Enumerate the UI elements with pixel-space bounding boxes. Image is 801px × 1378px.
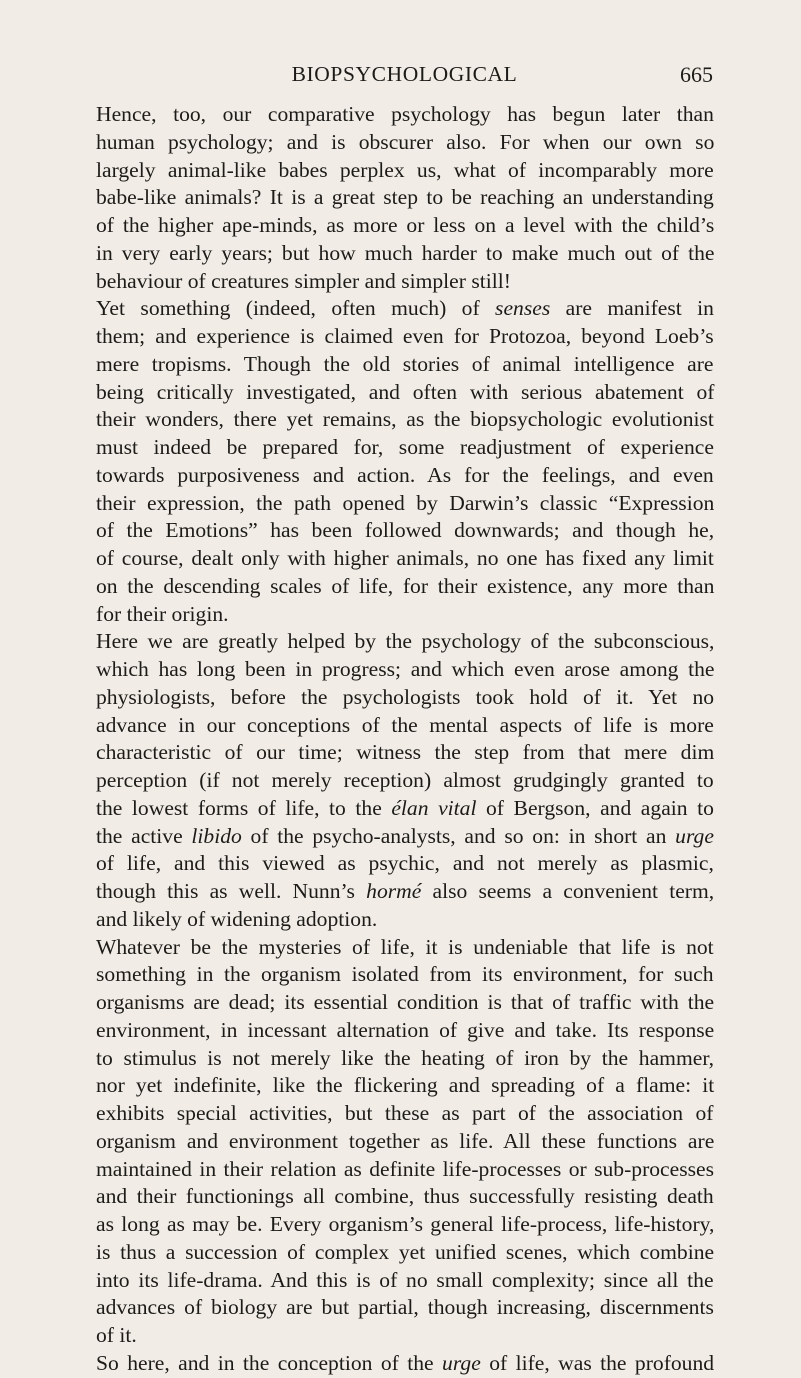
text-line: organism and environment together as life. All these functions are <box>96 1128 715 1153</box>
text-line: nor yet indefinite, like the flickering and spreading of a flame: it <box>96 1073 715 1098</box>
paragraph <box>96 1350 714 1378</box>
text-line: Here we are greatly helped by the psychology of the subconscious, <box>96 629 715 654</box>
text-line: Yet something (indeed, often much) of senses are manifest in <box>96 296 714 321</box>
page-number: 665 <box>680 62 713 87</box>
text-line: behaviour of creatures simpler and simpler still! <box>96 268 511 293</box>
text-line: babe-like animals? It is a great step to be reaching an understanding <box>96 185 714 210</box>
text-line: largely animal-like babes perplex us, what of incomparably more <box>96 157 714 182</box>
text-line: characteristic of our time; witness the step from that mere dim <box>96 740 715 765</box>
text-line: their expression, the path opened by Darwin’s classic “Expression <box>96 490 715 515</box>
text-line: their wonders, there yet remains, as the biopsychologic evolutionist <box>96 407 714 432</box>
text-line: advance in our conceptions of the mental aspects of life is more <box>96 712 714 737</box>
text-line: towards purposiveness and action. As for the feelings, and even <box>96 462 714 487</box>
text-line: organisms are dead; its essential condition is that of traffic with the <box>96 990 715 1014</box>
text-line: environment, in incessant alternation of give and take. Its response <box>96 1017 715 1042</box>
text-line: of life, and this viewed as psychic, and not merely as plasmic, <box>96 851 714 876</box>
text-line: them; and experience is claimed even for Protozoa, beyond Loeb’s <box>96 324 714 348</box>
text-line: mere tropisms. Though the old stories of animal intelligence are <box>96 351 714 376</box>
text-line: human psychology; and is obscurer also. For when our own so <box>96 129 715 154</box>
text-line: in very early years; but how much harder to make much out of the <box>96 240 715 265</box>
text-line: as long as may be. Every organism’s general life-process, life-history, <box>96 1212 715 1236</box>
text-line: for their origin. <box>96 601 229 626</box>
text-line: the active libido of the psycho-analysts, and so on: in short an urge <box>96 823 714 848</box>
text-line: So here, and in the conception of the urge of life, was the profound <box>96 1350 715 1375</box>
paragraph <box>96 295 714 628</box>
text-line: the lowest forms of life, to the élan vital of Bergson, and again to <box>96 795 714 820</box>
text-line: Whatever be the mysteries of life, it is undeniable that life is not <box>96 934 714 959</box>
text-line: Hence, too, our comparative psychology has begun later than <box>96 102 714 126</box>
running-head <box>96 62 713 94</box>
text-line: which has long been in progress; and which even arose among the <box>96 657 715 681</box>
text-line: and likely of widening adoption. <box>96 906 378 931</box>
text-line: of the Emotions” has been followed downwards; and though he, <box>96 518 715 543</box>
running-title: BIOPSYCHOLOGICAL <box>291 62 518 86</box>
body-text <box>96 101 714 1378</box>
paragraph <box>96 934 714 1350</box>
paragraph <box>96 101 714 295</box>
text-line: advances of biology are but partial, though increasing, discernments <box>96 1295 714 1320</box>
text-line: perception (if not merely reception) almost grudgingly granted to <box>96 768 714 792</box>
text-line: exhibits special activities, but these as part of the association of <box>96 1101 714 1125</box>
text-line: maintained in their relation as definite life-processes or sub-processes <box>96 1156 715 1181</box>
text-line: on the descending scales of life, for their existence, any more than <box>96 573 715 598</box>
text-line: being critically investigated, and often with serious abatement of <box>96 379 715 404</box>
text-line: something in the organism isolated from its environment, for such <box>96 962 714 987</box>
text-line: though this as well. Nunn’s hormé also seems a convenient term, <box>96 879 715 903</box>
text-line: is thus a succession of complex yet unified scenes, which combine <box>96 1239 715 1264</box>
paragraph <box>96 628 714 933</box>
text-line: physiologists, before the psychologists took hold of it. Yet no <box>96 684 715 709</box>
text-line: into its life-drama. And this is of no small complexity; since all the <box>96 1267 714 1292</box>
text-line: must indeed be prepared for, some readjustment of experience <box>96 435 714 459</box>
text-line: to stimulus is not merely like the heating of iron by the hammer, <box>96 1045 715 1070</box>
text-line: and their functionings all combine, thus successfully resisting death <box>96 1184 714 1209</box>
text-line: of the higher ape-minds, as more or less on a level with the child’s <box>96 213 715 237</box>
text-line: of course, dealt only with higher animals, no one has fixed any limit <box>96 546 714 570</box>
text-line: of it. <box>96 1323 137 1347</box>
